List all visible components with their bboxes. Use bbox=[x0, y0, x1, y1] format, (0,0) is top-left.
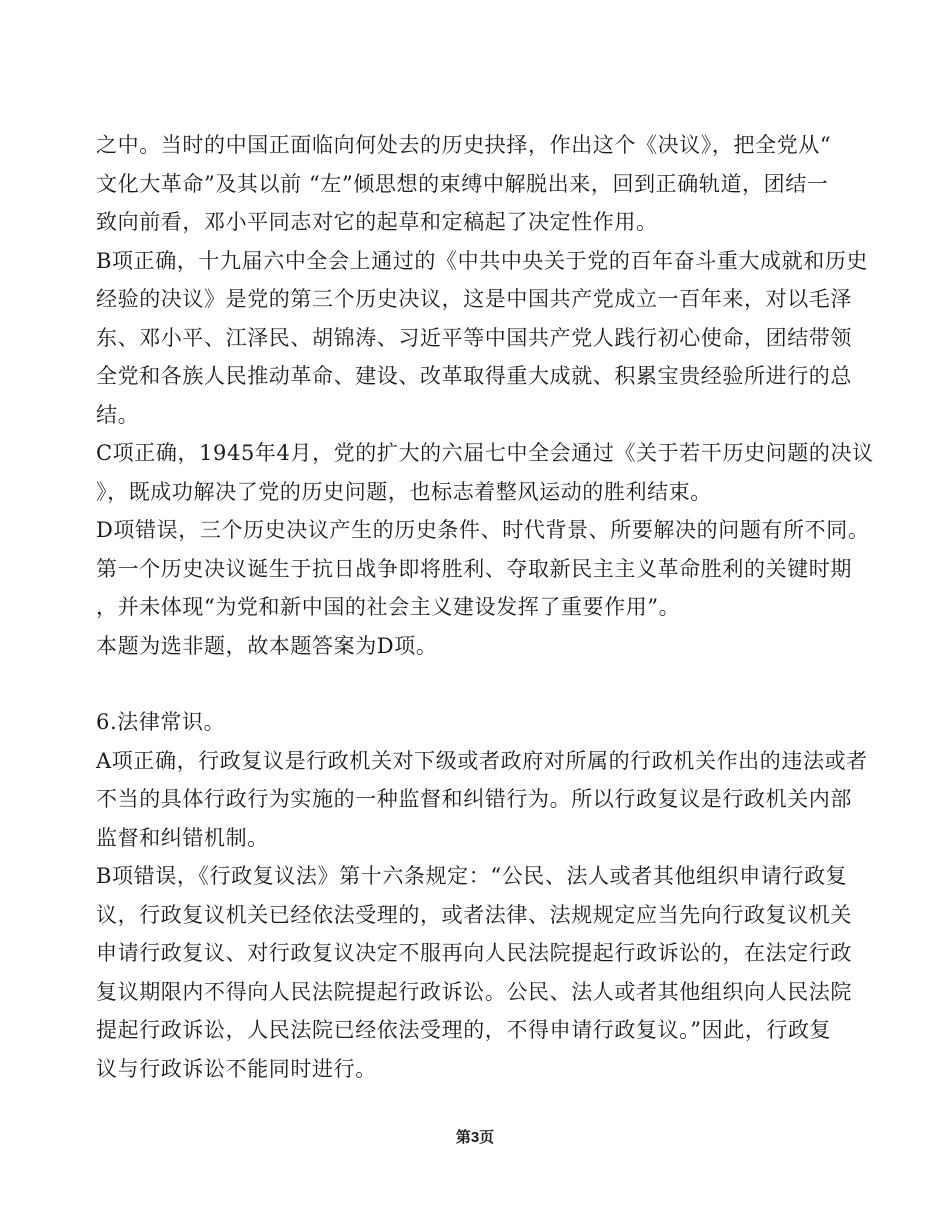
paragraph-option-d-history bbox=[96, 511, 871, 627]
text-line: 致向前看，邓小平同志对它的起草和定稿起了决定性作用。 bbox=[96, 210, 658, 234]
text-line: 申请行政复议、对行政复议决定不服再向人民法院提起行政诉讼的，在法定行政 bbox=[96, 941, 852, 965]
text-line: 经验的决议》是党的第三个历史决议，这是中国共产党成立一百年来，对以毛泽 bbox=[96, 287, 852, 311]
text-line: 第一个历史决议诞生于抗日战争即将胜利、夺取新民主主义革命胜利的关键时期 bbox=[96, 556, 852, 581]
text-line: 议与行政诉讼不能同时进行。 bbox=[96, 1056, 377, 1081]
text-line: 文化大革命”及其以前 “左”倾思想的束缚中解脱出来，回到正确轨道，团结一 bbox=[96, 171, 829, 196]
paragraph-answer-summary bbox=[96, 627, 871, 666]
text-line: 之中。当时的中国正面临向何处去的历史抉择，作出这个《决议》，把全党从“ bbox=[96, 133, 832, 157]
text-line: 监督和纠错机制。 bbox=[96, 825, 269, 850]
text-line: B项错误，《行政复议法》第十六条规定：“公民、法人或者其他组织申请行政复 bbox=[96, 864, 848, 888]
section-heading-law bbox=[96, 703, 871, 742]
paragraph-decision-context bbox=[96, 126, 871, 242]
text-line: C项正确，1945年4月，党的扩大的六届七中全会通过《关于若干历史问题的决议 bbox=[96, 441, 874, 465]
paragraph-option-a-law bbox=[96, 742, 871, 858]
text-line: 东、邓小平、江泽民、胡锦涛、习近平等中国共产党人践行初心使命，团结带领 bbox=[96, 325, 852, 350]
paragraph-option-b-history bbox=[96, 242, 871, 435]
text-line: 提起行政诉讼，人民法院已经依法受理的，不得申请行政复议。”因此，行政复 bbox=[96, 1018, 832, 1042]
paragraph-option-c-history bbox=[96, 434, 874, 511]
text-line: D项错误，三个历史决议产生的历史条件、时代背景、所要解决的问题有所不同。 bbox=[96, 518, 870, 542]
text-line: 全党和各族人民推动革命、建设、改革取得重大成就、积累宝贵经验所进行的总 bbox=[96, 364, 852, 388]
text-line: 复议期限内不得向人民法院提起行政诉讼。公民、法人或者其他组织向人民法院 bbox=[96, 979, 852, 1004]
document-body bbox=[96, 126, 874, 1088]
text-line: 议，行政复议机关已经依法受理的，或者法律、法规规定应当先向行政复议机关 bbox=[96, 902, 852, 927]
text-line: 结。 bbox=[96, 402, 140, 427]
paragraph-option-b-law bbox=[96, 857, 871, 1088]
text-line: 》，既成功解决了党的历史问题，也标志着整风运动的胜利结束。 bbox=[96, 479, 712, 504]
text-line: 6.法律常识。 bbox=[96, 710, 226, 734]
text-line: 本题为选非题，故本题答案为D项。 bbox=[96, 633, 438, 658]
text-line: ，并未体现“为党和新中国的社会主义建设发挥了重要作用”。 bbox=[96, 595, 681, 619]
page-number: 第3页 bbox=[455, 1129, 495, 1146]
text-line: B项正确，十九届六中全会上通过的《中共中央关于党的百年奋斗重大成就和历史 bbox=[96, 248, 869, 273]
text-line: A项正确，行政复议是行政机关对下级或者政府对所属的行政机关作出的违法或者 bbox=[96, 748, 868, 773]
text-line: 不当的具体行政行为实施的一种监督和纠错行为。所以行政复议是行政机关内部 bbox=[96, 787, 852, 811]
paragraph-spacer bbox=[96, 665, 871, 703]
